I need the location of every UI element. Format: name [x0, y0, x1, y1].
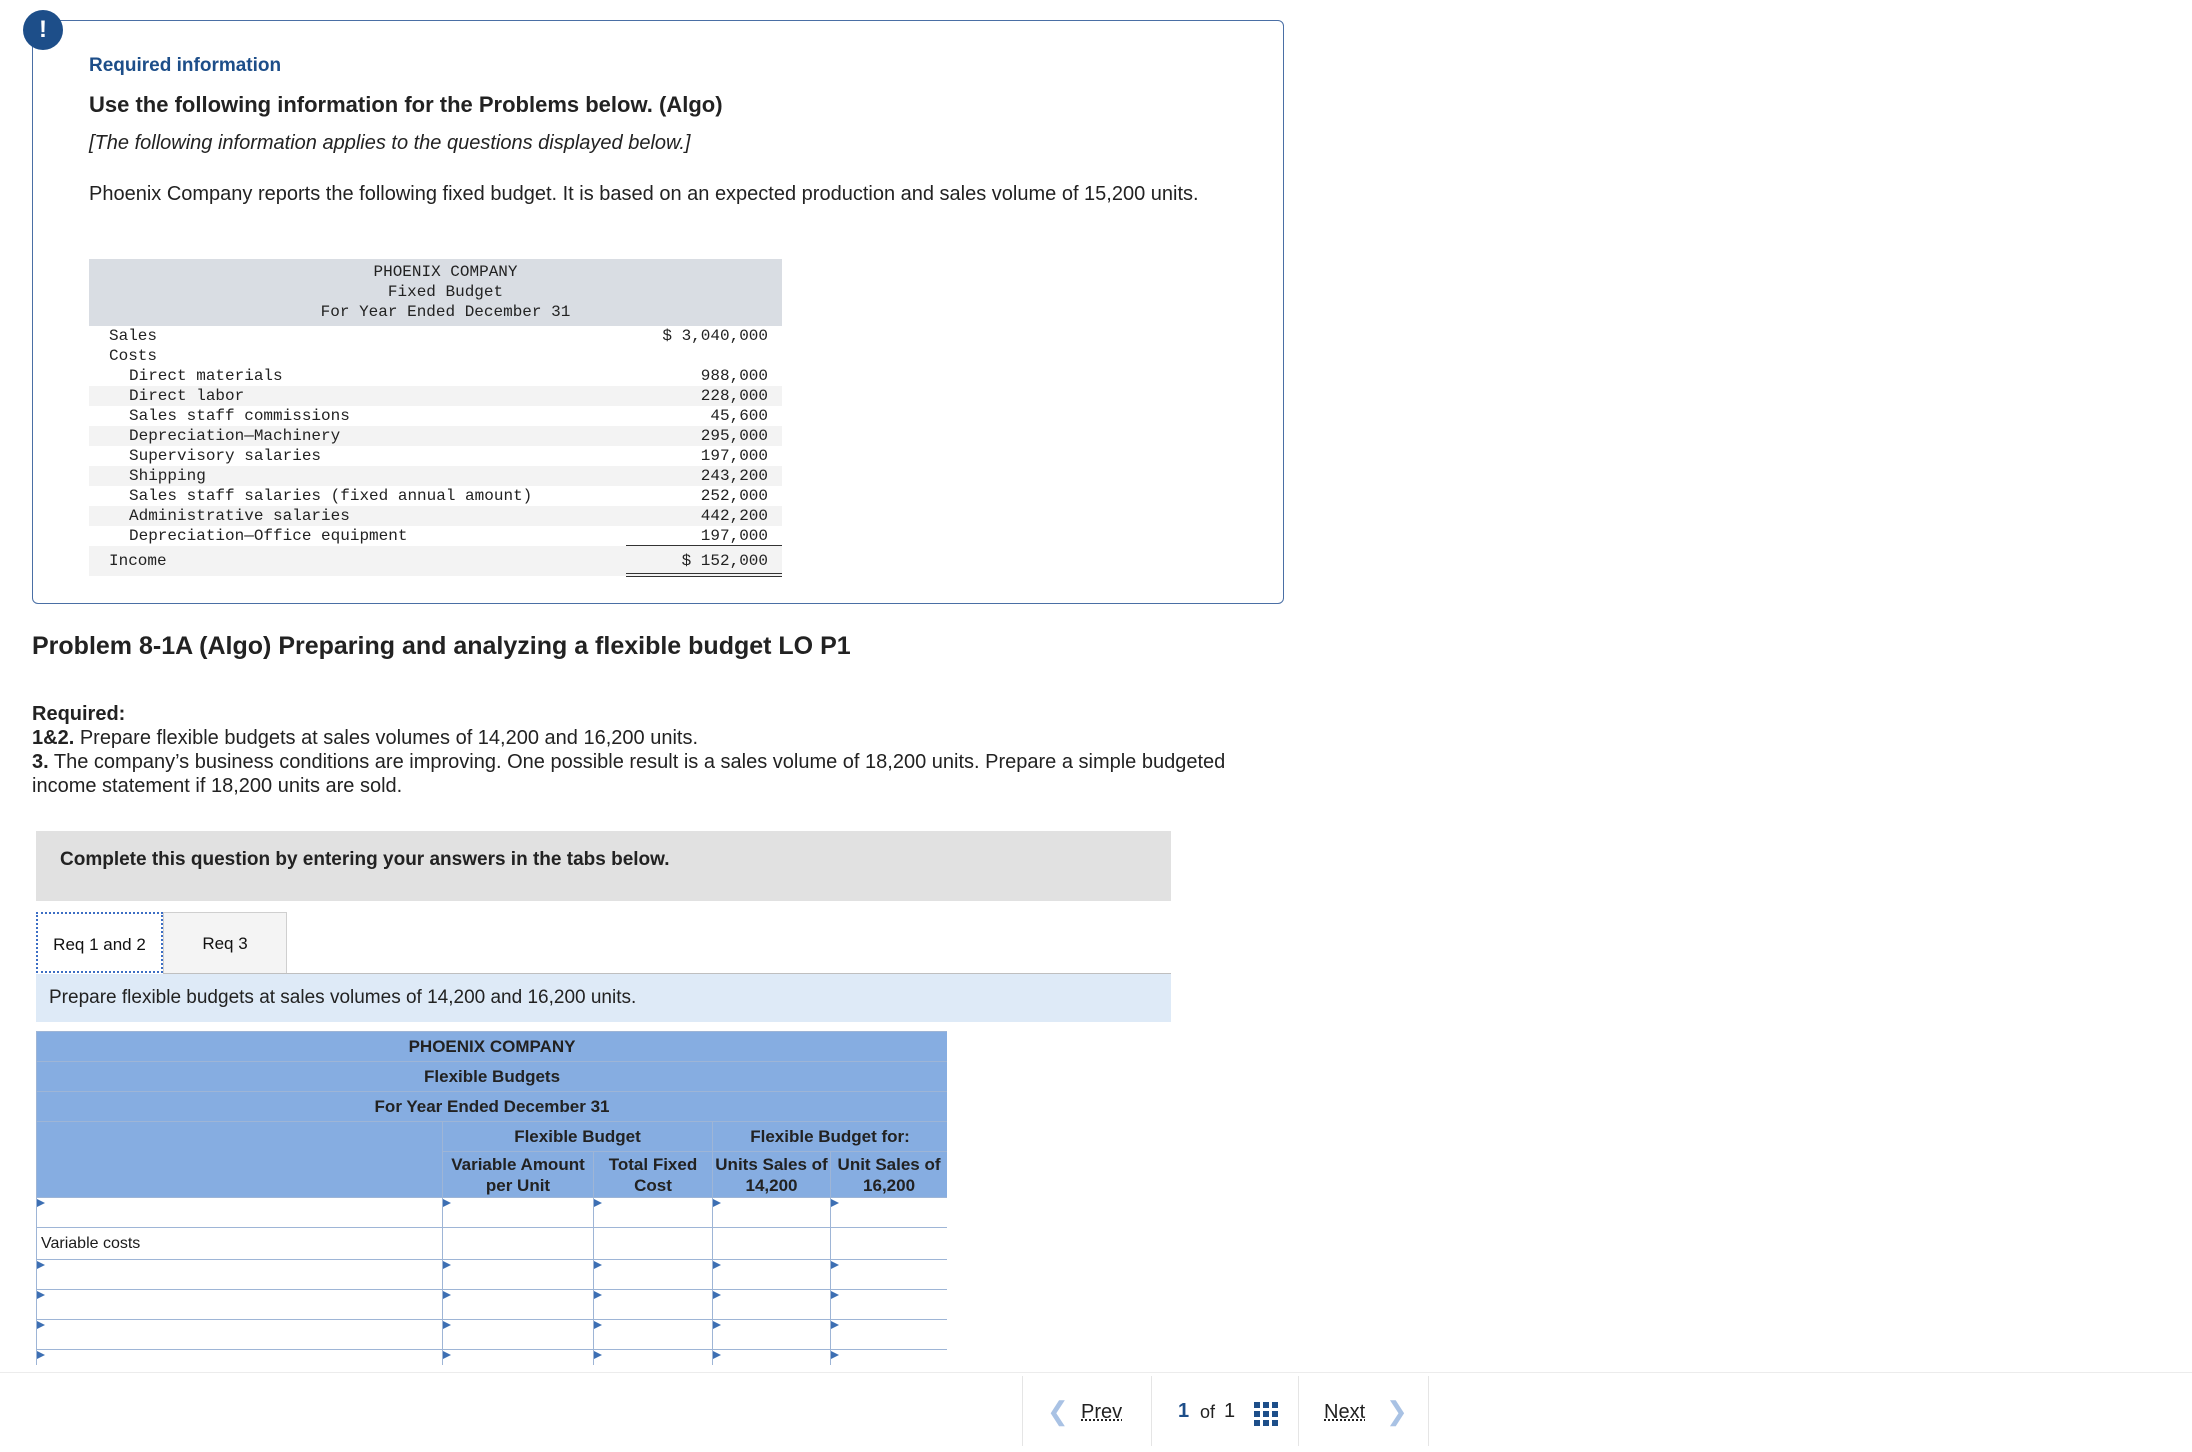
- income-label: Income: [109, 552, 167, 570]
- label-input[interactable]: [37, 1350, 443, 1366]
- required-label: Required:: [32, 703, 126, 725]
- req12-text: Prepare flexible budgets at sales volumes of 14,200 and 16,200 units.: [79, 727, 698, 749]
- cost-value: 988,000: [700, 367, 768, 385]
- empty-cell: [443, 1228, 594, 1260]
- cost-value: 228,000: [700, 387, 768, 405]
- use-following-heading: Use the following information for the Problems below. (Algo): [89, 92, 723, 117]
- cost-value: 45,600: [710, 407, 768, 425]
- alert-icon: !: [23, 10, 63, 50]
- fixed-budget-row: [89, 546, 782, 576]
- req12-label: 1&2.: [32, 727, 75, 749]
- tab-req-3[interactable]: Req 3: [163, 912, 287, 973]
- sales-label: Sales: [109, 327, 158, 345]
- label-input[interactable]: [37, 1260, 443, 1290]
- total-fixed-cost-input[interactable]: [594, 1260, 713, 1290]
- complete-question-text: Complete this question by entering your answers in the tabs below.: [60, 849, 670, 870]
- income-value: $ 152,000: [681, 552, 768, 570]
- pagination-divider: [0, 1372, 2192, 1373]
- prev-button[interactable]: [1022, 1376, 1152, 1446]
- variable-amount-input[interactable]: [443, 1198, 594, 1228]
- table-row: [37, 1228, 948, 1260]
- cost-value: 243,200: [700, 467, 768, 485]
- label-input[interactable]: [37, 1198, 443, 1228]
- fixed-budget-row: [89, 466, 782, 486]
- problem-title: Problem 8-1A (Algo) Preparing and analyzing a flexible budget LO P1: [32, 632, 851, 660]
- units-14200-input[interactable]: [713, 1260, 831, 1290]
- cost-label: Depreciation—Machinery: [129, 427, 341, 445]
- empty-cell: [831, 1228, 948, 1260]
- cost-value: 197,000: [700, 447, 768, 465]
- label-column-header: [37, 1122, 443, 1198]
- units-14200-input[interactable]: [713, 1320, 831, 1350]
- units-14200-input[interactable]: [713, 1198, 831, 1228]
- flexible-budget-table-container: [36, 1031, 947, 1365]
- fixed-budget-row: [89, 326, 782, 346]
- cost-label: Shipping: [129, 467, 206, 485]
- cost-value: 252,000: [700, 487, 768, 505]
- cost-label: Sales staff salaries (fixed annual amount): [129, 487, 533, 505]
- chevron-left-icon: ❮: [1047, 1396, 1069, 1426]
- fixed-budget-row: [89, 346, 782, 366]
- cost-value: 295,000: [700, 427, 768, 445]
- units-16200-input[interactable]: [831, 1290, 948, 1320]
- table-title: Flexible Budgets: [37, 1062, 948, 1092]
- cost-value: 197,000: [700, 527, 768, 545]
- total-fixed-cost-input[interactable]: [594, 1198, 713, 1228]
- total-fixed-cost-input[interactable]: [594, 1350, 713, 1366]
- required-instructions: [32, 702, 1292, 798]
- next-button[interactable]: [1298, 1376, 1429, 1446]
- fixed-budget-title: Fixed Budget: [387, 283, 504, 301]
- fixed-budget-row: [89, 386, 782, 406]
- double-underline: [626, 576, 782, 577]
- empty-cell: [594, 1228, 713, 1260]
- fixed-budget-row: [89, 506, 782, 526]
- fixed-budget-row: [89, 446, 782, 466]
- units-14200-input[interactable]: [713, 1290, 831, 1320]
- fixed-budget-period: For Year Ended December 31: [320, 303, 571, 321]
- cost-label: Direct materials: [129, 367, 283, 385]
- units-16200-input[interactable]: [831, 1260, 948, 1290]
- table-period: For Year Ended December 31: [37, 1092, 948, 1122]
- fixed-budget-row: [89, 486, 782, 506]
- total-pages: 1: [1224, 1400, 1236, 1422]
- total-fixed-cost-header: Total Fixed Cost: [594, 1152, 713, 1198]
- variable-amount-input[interactable]: [443, 1260, 594, 1290]
- variable-amount-input[interactable]: [443, 1350, 594, 1366]
- label-input[interactable]: [37, 1290, 443, 1320]
- fixed-budget-row: [89, 526, 782, 546]
- table-row: [37, 1260, 948, 1290]
- cost-label: Sales staff commissions: [129, 407, 350, 425]
- units-16200-header: Unit Sales of 16,200: [831, 1152, 948, 1198]
- sales-value: $ 3,040,000: [662, 327, 768, 345]
- table-row: [37, 1290, 948, 1320]
- next-label: Next: [1324, 1401, 1366, 1423]
- flexible-budget-group-header: Flexible Budget: [443, 1122, 713, 1152]
- cost-label: Direct labor: [129, 387, 245, 405]
- page-indicator: [1150, 1376, 1299, 1446]
- req3-text: The company’s business conditions are improving. One possible result is a sales volume of 18,200 units. Prepare a simple budgeted income statement if 18,200 units are sold.: [32, 751, 1226, 797]
- tab-req-1-and-2[interactable]: Req 1 and 2: [36, 912, 163, 973]
- applies-note: [The following information applies to the questions displayed below.]: [89, 132, 691, 154]
- total-fixed-cost-input[interactable]: [594, 1290, 713, 1320]
- intro-text: Phoenix Company reports the following fixed budget. It is based on an expected production and sales volume of 15,200 units.: [89, 183, 1199, 205]
- flexible-budget-table: [36, 1031, 947, 1365]
- grid-icon[interactable]: [1254, 1402, 1278, 1426]
- cost-value: 442,200: [700, 507, 768, 525]
- cost-label: Administrative salaries: [129, 507, 350, 525]
- variable-amount-input[interactable]: [443, 1320, 594, 1350]
- units-16200-input[interactable]: [831, 1320, 948, 1350]
- table-row: [37, 1198, 948, 1228]
- label-input[interactable]: [37, 1320, 443, 1350]
- chevron-right-icon: ❯: [1386, 1396, 1408, 1426]
- variable-amount-header: Variable Amount per Unit: [443, 1152, 594, 1198]
- current-page: 1: [1178, 1400, 1190, 1422]
- variable-amount-input[interactable]: [443, 1290, 594, 1320]
- units-16200-input[interactable]: [831, 1198, 948, 1228]
- instruction-banner: [36, 974, 1171, 1022]
- flexible-budget-for-group-header: Flexible Budget for:: [713, 1122, 948, 1152]
- fixed-budget-row: [89, 426, 782, 446]
- cost-label: Supervisory salaries: [129, 447, 322, 465]
- table-row: [37, 1350, 948, 1366]
- instruction-text: Prepare flexible budgets at sales volumes of 14,200 and 16,200 units.: [49, 987, 637, 1008]
- page-of-label: of: [1200, 1402, 1216, 1422]
- total-fixed-cost-input[interactable]: [594, 1320, 713, 1350]
- required-information-heading: Required information: [89, 55, 282, 76]
- table-company: PHOENIX COMPANY: [37, 1032, 948, 1062]
- req3-label: 3.: [32, 751, 49, 773]
- variable-costs-label: Variable costs: [37, 1228, 443, 1260]
- table-row: [37, 1320, 948, 1350]
- costs-label: Costs: [109, 347, 158, 365]
- complete-question-banner: [36, 831, 1171, 901]
- units-14200-header: Units Sales of 14,200: [713, 1152, 831, 1198]
- units-14200-input[interactable]: [713, 1350, 831, 1366]
- prev-label: Prev: [1081, 1401, 1123, 1423]
- units-16200-input[interactable]: [831, 1350, 948, 1366]
- fixed-budget-company: PHOENIX COMPANY: [373, 263, 518, 281]
- fixed-budget-header: [89, 259, 782, 326]
- empty-cell: [713, 1228, 831, 1260]
- fixed-budget-row: [89, 406, 782, 426]
- cost-label: Depreciation—Office equipment: [129, 527, 408, 545]
- double-underline: [626, 573, 782, 574]
- fixed-budget-table: [89, 259, 782, 576]
- fixed-budget-row: [89, 366, 782, 386]
